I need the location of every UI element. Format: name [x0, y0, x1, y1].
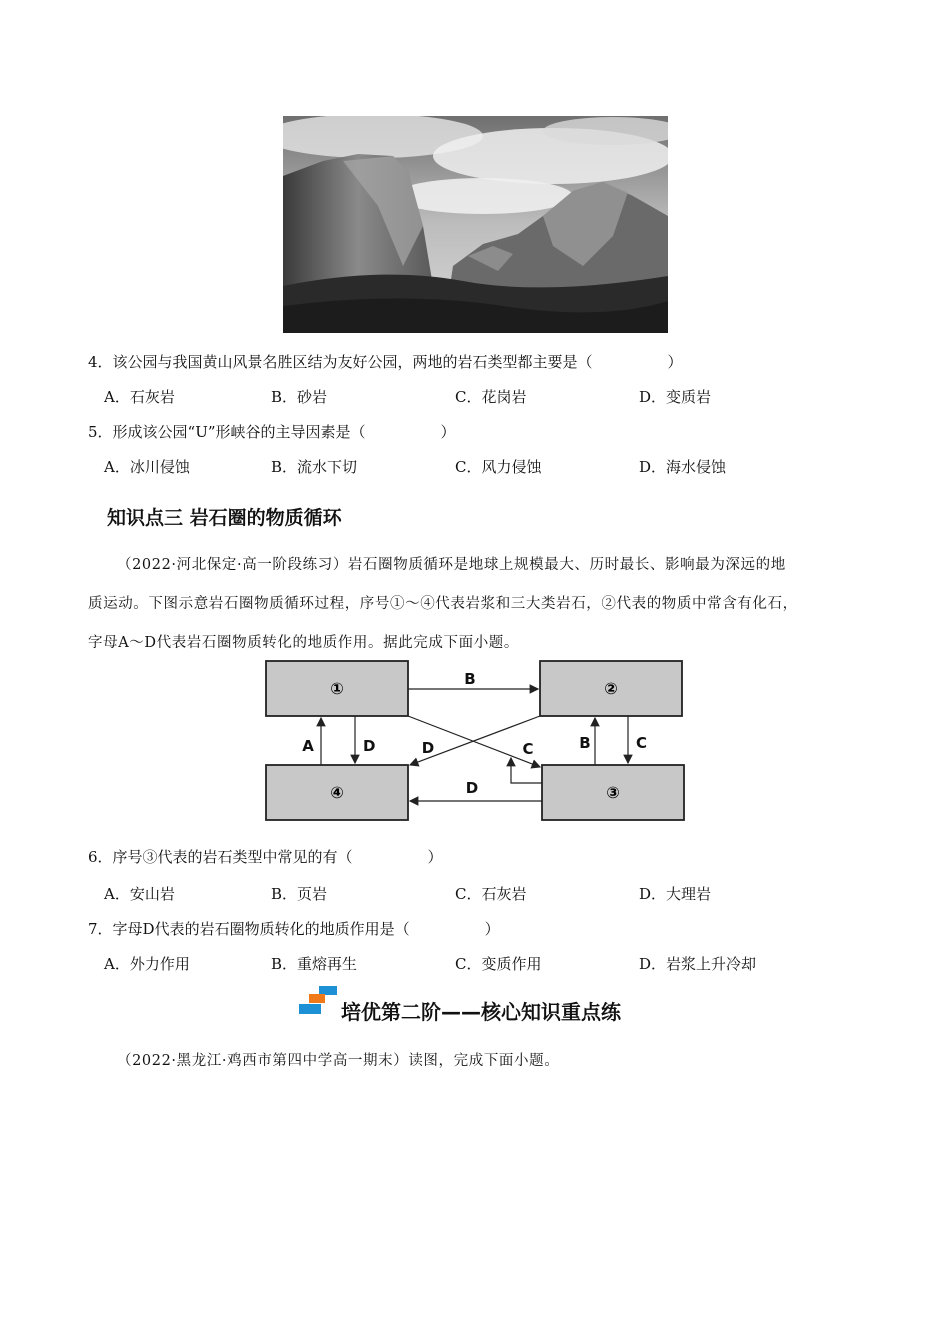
intro-line-2: 质运动。下图示意岩石圈物质循环过程，序号①～④代表岩浆和三大类岩石，②代表的物质中常含有化石， [88, 596, 798, 612]
box-4-label: ④ [330, 783, 344, 802]
label-d-left: D [363, 737, 376, 755]
q5-option-d: D．海水侵蚀 [639, 458, 727, 476]
section-title: 知识点三 岩石圈的物质循环 [107, 507, 342, 529]
q4-option-d: D．变质岩 [639, 388, 712, 406]
q6-option-a: A．安山岩 [104, 885, 175, 903]
valley-photo [283, 116, 668, 333]
box-2-label: ② [604, 679, 618, 698]
label-d-diag: D [421, 739, 435, 757]
question-4-stem: 4．该公园与我国黄山风景名胜区结为友好公园，两地的岩石类型都主要是（ ） [88, 353, 683, 371]
q5-option-a: A．冰川侵蚀 [104, 458, 190, 476]
q7-option-b: B．重熔再生 [271, 955, 358, 973]
q6-option-b: B．页岩 [271, 885, 328, 903]
rock-cycle-diagram [260, 655, 690, 830]
intro-line-1: （2022·河北保定·高一阶段练习）岩石圈物质循环是地球上规模最大、历时最长、影响最为深远的地 [117, 557, 786, 573]
q4-option-b: B．砂岩 [271, 388, 328, 406]
label-c-diag: C [522, 740, 534, 758]
question-7-stem: 7．字母D代表的岩石圈物质转化的地质作用是（ ） [88, 920, 500, 938]
q7-option-d: D．岩浆上升冷却 [639, 955, 757, 973]
q4-option-c: C．花岗岩 [455, 388, 527, 406]
q7-option-c: C．变质作用 [455, 955, 542, 973]
stage-2-title: 培优第二阶——核心知识重点练 [341, 1000, 621, 1024]
q6-option-d: D．大理岩 [639, 885, 712, 903]
label-c-right: C [636, 734, 648, 752]
label-d-bottom: D [465, 779, 479, 797]
intro-2: （2022·黑龙江·鸡西市第四中学高一期末）读图，完成下面小题。 [117, 1053, 560, 1069]
label-b-right: B [579, 734, 591, 752]
q5-option-c: C．风力侵蚀 [455, 458, 542, 476]
stage-logo-icon [299, 986, 339, 1018]
question-5-stem: 5．形成该公园“U”形峡谷的主导因素是（ ） [88, 423, 456, 441]
q7-option-a: A．外力作用 [104, 955, 190, 973]
q5-option-b: B．流水下切 [271, 458, 358, 476]
box-3-label: ③ [606, 783, 620, 802]
q4-option-a: A．石灰岩 [104, 388, 175, 406]
intro-line-3: 字母A～D代表岩石圈物质转化的地质作用。据此完成下面小题。 [88, 635, 519, 651]
box-1-label: ① [330, 679, 344, 698]
q6-option-c: C．石灰岩 [455, 885, 527, 903]
question-6-stem: 6．序号③代表的岩石类型中常见的有（ ） [88, 848, 443, 866]
label-a-left: A [302, 737, 314, 755]
label-b-top: B [464, 670, 476, 688]
